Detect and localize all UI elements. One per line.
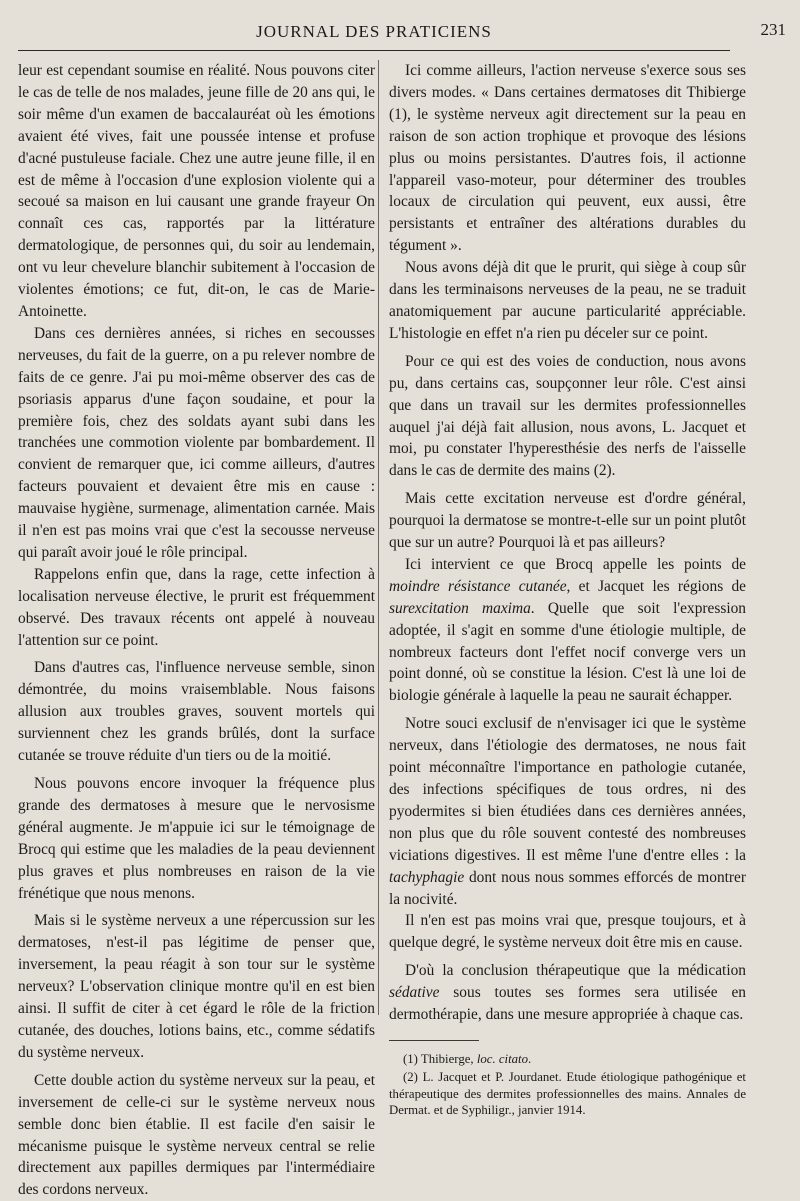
paragraph: Mais si le système nerveux a une répercussion sur les dermatoses, n'est-il pas légitime de penser que, inversement, la peau réagit à son tour sur le système nerveux? L'observation clinique montre qu'il en est bien ainsi. Il suffit de citer à cet égard le rôle de la friction cutanée, des douches, lotions bains, etc., comme sédatifs du système nerveux. [18, 912, 375, 1061]
emphasis: sédative [389, 984, 440, 1002]
paragraph: Rappelons enfin que, dans la rage, cette infection à localisation nerveuse élective, le prurit est fréquemment observé. Des travaux récents ont appelé à nouveau l'attention sur ce point. [18, 565, 375, 649]
paragraph: Il n'en est pas moins vrai que, presque toujours, et à quelque degré, le système nerveux doit être mis en cause. [389, 912, 746, 952]
footnote: (2) L. Jacquet et P. Jourdanet. Etude étiologique pathogénique et thérapeutique des dermites professionnelles des mains. Annales de Dermat. et de Syphiligr., janvier 1914. [389, 1070, 746, 1117]
paragraph: leur est cependant soumise en réalité. Nous pouvons citer le cas de telle de nos malades, jeune fille de 20 ans qui, le soir même d'un examen de baccalauréat où les émotions avaient été vives, fait une poussée intense et profuse d'acné pustuleuse faciale. Chez une autre jeune fille, il en est de même à l'occasion d'une explosion violente qui a secoué sa maison en lui causant une grande frayeur On connaît ces cas, rapportés par la littérature dermatologique, de personnes qui, du soir au lendemain, ont vu leur chevelure blanchir subitement à l'occasion de violentes émotions; ce fut, dit-on, le cas de Marie-Antoinette. [18, 62, 375, 320]
page-header [18, 16, 786, 51]
footnote-divider [389, 1040, 479, 1041]
left-column [18, 60, 375, 1201]
journal-title: JOURNAL DES PRATICIENS [256, 22, 492, 41]
paragraph: Dans ces dernières années, si riches en secousses nerveuses, du fait de la guerre, on a pu relever nombre de faits de ce genre. J'ai pu moi-même observer des cas de psoriasis apparus d'une façon soudaine, et pour la première fois, chez des soldats ayant subi dans les tranchées une commotion violente par bombardement. Il convient de remarquer que, ici comme ailleurs, d'autres facteurs pouvaient et devaient être mis en cause : mauvaise hygiène, surmenage, alimentation carnée. Mais il n'en est pas moins vrai que c'est la secousse nerveuse qui paraît avoir joué le rôle principal. [18, 324, 375, 561]
emphasis: tachyphagie [389, 868, 465, 886]
emphasis: moindre résistance cutanée [389, 577, 567, 595]
page-number: 231 [760, 20, 786, 39]
paragraph: Pour ce qui est des voies de conduction, nous avons pu, dans certains cas, soupçonner leur rôle. C'est ainsi que dans un travail sur les dermites professionnelles auquel j'ai déjà fait allusion, nous avons, L. Jacquet et moi, pu constater l'hyperesthésie des nerfs de l'aisselle dans le cas de dermite des mains (2). [389, 352, 746, 480]
column-divider [378, 60, 379, 1015]
paragraph: Nous pouvons encore invoquer la fréquence plus grande des dermatoses à mesure que le nervosisme général augmente. Je m'appuie ici sur le témoignage de Brocq qui estime que les maladies de la peau deviennent plus graves et plus nombreuses en raison de la vie frénétique que nous menons. [18, 775, 375, 902]
paragraph: Cette double action du système nerveux sur la peau, et inversement de celle-ci sur le système nerveux nous semble donc bien établie. Il est facile d'en saisir le mécanisme puisque le système nerveux central se relie directement aux papilles dermiques par l'intermédiaire des cordons nerveux. [18, 1071, 375, 1199]
paragraph: Notre souci exclusif de n'envisager ici que le système nerveux, dans l'étiologie des dermatoses, ne nous fait point méconnaître l'importance en pathologie cutanée, des infections spécifiques de tous ordres, ni des pyodermites si bien étudiées dans ces dernières années, non plus que du rôle souvent contesté des nombreuses viciations digestives. Il est même l'une d'entre elles : la tachyphagie dont nous nous sommes efforcés de montrer la nocivité. [389, 715, 746, 908]
paragraph: Nous avons déjà dit que le prurit, qui siège à coup sûr dans les terminaisons nerveuses de la peau, ne se traduit anatomiquement par aucune particularité appréciable. L'histologie en effet n'a rien pu déceler sur ce point. [389, 259, 746, 342]
paragraph: D'où la conclusion thérapeutique que la médication sédative sous toutes ses formes sera utilisée en dermothérapie, dans une mesure appropriée à chaque cas. [389, 962, 746, 1024]
emphasis: surexcitation maxima [389, 599, 531, 617]
paragraph: Mais cette excitation nerveuse est d'ordre général, pourquoi la dermatose se montre-t-elle sur un point plutôt que sur un autre? Pourquoi là et pas ailleurs? [389, 490, 746, 552]
paragraph: Ici intervient ce que Brocq appelle les points de moindre résistance cutanée, et Jacquet les régions de surexcitation maxima. Quelle que soit l'expression adoptée, il s'agit en somme d'une étiologie multiple, de nombreux facteurs dont l'effet nocif converge vers un point donné, où se constitue la lésion. C'est là une loi de biologie générale à laquelle la peau ne saurait échapper. [389, 555, 746, 705]
footnote: (1) Thibierge, loc. citato. [403, 1051, 532, 1066]
right-column [389, 60, 746, 1120]
paragraph: Dans d'autres cas, l'influence nerveuse semble, sinon démontrée, du moins vraisemblable. Nous faisons allusion aux troubles graves, souvent mortels qui surviennent chez les grands brûlés, dont la surface cutanée se trouve réduite d'un tiers ou de la moitié. [18, 659, 375, 765]
paragraph: Ici comme ailleurs, l'action nerveuse s'exerce sous ses divers modes. « Dans certaines dermatoses dit Thibierge (1), le système nerveux agit directement sur la peau en raison de son action trophique et provoque des lésions plus ou moins persistantes. D'autres fois, il actionne l'appareil vaso-moteur, pour déterminer des troubles locaux de circulation qui peuvent, eux aussi, être persistants et entraîner des altérations durables du tégument ». [389, 62, 746, 255]
footnotes [389, 1051, 746, 1118]
